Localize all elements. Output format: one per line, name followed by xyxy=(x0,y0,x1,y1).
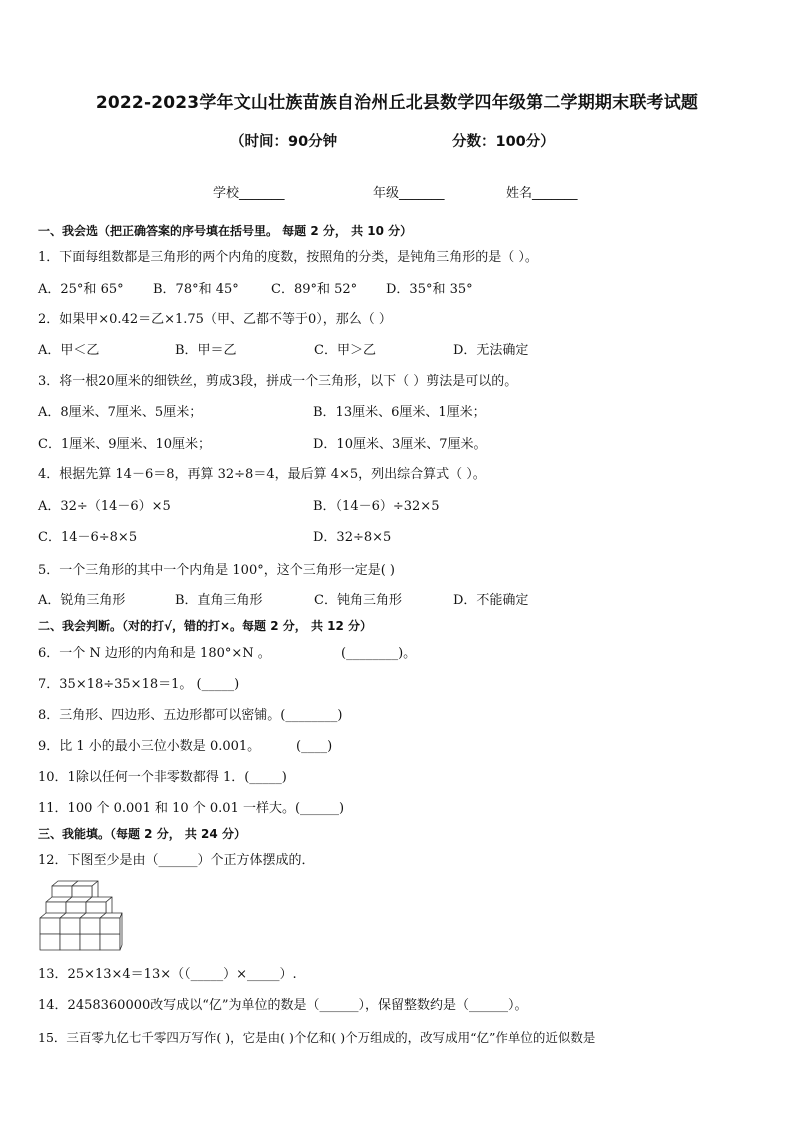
question-8: 8．三角形、四边形、五边形都可以密铺。(________) xyxy=(38,708,343,723)
question-11: 11．100 个 0.001 和 10 个 0.01 一样大。(______) xyxy=(38,801,345,816)
cube-stack-figure xyxy=(38,880,124,960)
section2-heading: 二、我会判断。（对的打√，错的打×。每题 2 分， 共 12 分） xyxy=(38,619,372,633)
exam-score: 分数：100分） xyxy=(452,134,555,150)
q2-option-b: B．甲＝乙 xyxy=(175,343,237,358)
q4-option-a: A．32÷（14－6）×5 xyxy=(38,499,171,514)
question-5: 5．一个三角形的其中一个内角是 100°，这个三角形一定是( ) xyxy=(38,563,395,578)
question-1: 1．下面每组数都是三角形的两个内角的度数，按照角的分类，是钝角三角形的是（ ）。 xyxy=(38,250,538,265)
q4-option-c: C．14－6÷8×5 xyxy=(38,530,138,545)
school-field: 学校_______ xyxy=(213,186,285,201)
q2-option-c: C．甲＞乙 xyxy=(314,343,376,358)
name-field: 姓名_______ xyxy=(506,186,578,201)
question-10: 10．1除以任何一个非零数都得 1．(_____) xyxy=(38,770,287,785)
q2-option-d: D．无法确定 xyxy=(453,343,529,358)
question-2: 2．如果甲×0.42＝乙×1.75（甲、乙都不等于0），那么（ ） xyxy=(38,312,392,327)
q3-option-d: D．10厘米、3厘米、7厘米。 xyxy=(313,437,487,452)
q4-option-d: D．32÷8×5 xyxy=(313,530,392,545)
question-14: 14．2458360000改写成以“亿”为单位的数是（______），保留整数约是（______）。 xyxy=(38,998,528,1013)
q3-option-b: B．13厘米、6厘米、1厘米； xyxy=(313,405,486,420)
q6-answer-blank: (________)。 xyxy=(341,646,417,661)
question-9: 9．比 1 小的最小三位小数是 0.001。 xyxy=(38,739,261,754)
grade-field: 年级_______ xyxy=(373,186,445,201)
q4-option-b: B．（14－6）÷32×5 xyxy=(313,499,440,514)
question-3: 3．将一根20厘米的细铁丝，剪成3段，拼成一个三角形，以下（ ）剪法是可以的。 xyxy=(38,374,518,389)
q9-answer-blank: (____) xyxy=(296,739,333,754)
q2-option-a: A．甲＜乙 xyxy=(38,343,100,358)
q5-option-a: A．锐角三角形 xyxy=(38,593,126,608)
question-6: 6．一个 N 边形的内角和是 180°×N 。 xyxy=(38,646,271,661)
question-7: 7．35×18÷35×18＝1。 (_____) xyxy=(38,677,240,692)
exam-time: （时间：90分钟 xyxy=(230,134,338,150)
question-4: 4．根据先算 14－6＝8，再算 32÷8＝4，最后算 4×5，列出综合算式（ ）。 xyxy=(38,467,486,482)
section1-heading: 一、我会选（把正确答案的序号填在括号里。 每题 2 分， 共 10 分） xyxy=(38,224,413,238)
q3-option-a: A．8厘米、7厘米、5厘米； xyxy=(38,405,203,420)
question-12: 12．下图至少是由（______）个正方体摆成的． xyxy=(38,853,315,868)
q5-option-c: C．钝角三角形 xyxy=(314,593,402,608)
q5-option-b: B．直角三角形 xyxy=(175,593,263,608)
q1-option-d: D．35°和 35° xyxy=(386,282,473,297)
q1-option-b: B．78°和 45° xyxy=(153,282,239,297)
q3-option-c: C．1厘米、9厘米、10厘米； xyxy=(38,437,212,452)
q5-option-d: D．不能确定 xyxy=(453,593,529,608)
q1-option-c: C．89°和 52° xyxy=(271,282,358,297)
question-15: 15．三百零九亿七千零四万写作( )，它是由( )个亿和( )个万组成的，改写成用“亿”作单位的近似数是 xyxy=(38,1030,596,1045)
question-13: 13．25×13×4＝13×（（_____）×_____）. xyxy=(38,967,297,982)
section3-heading: 三、我能填。（每题 2 分， 共 24 分） xyxy=(38,827,246,841)
page-title: 2022-2023学年文山壮族苗族自治州丘北县数学四年级第二学期期末联考试题 xyxy=(95,93,699,113)
q1-option-a: A．25°和 65° xyxy=(38,282,124,297)
